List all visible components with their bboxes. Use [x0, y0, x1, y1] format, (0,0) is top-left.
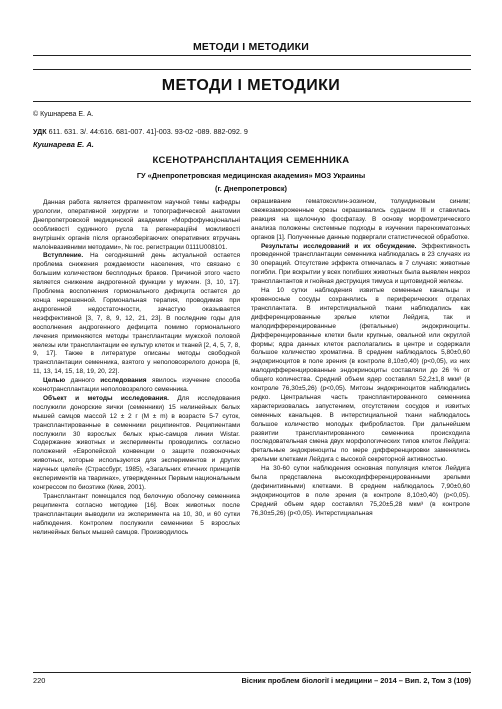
udk-line — [33, 127, 248, 136]
aim-heading-b: исследования — [100, 377, 147, 385]
paragraph-aim — [33, 377, 240, 395]
footer-rule — [33, 672, 471, 673]
methods-text: Для исследования послужили донорские яички (семенники) 15 нелинейных белых мышей самцов массой 12 ± 2 г (M ± m) в возрасте 5-7 суток, трансплантированные в семенники реципиентов. Реципиентами послужили 30 взрослых белых крыс-самцов линии Wistar. Содержание животных и эксперименты проводились согласно положений «Европейской конвенции о защите позвоночных животных, которые используются для экспериментов и других научных целей» (Страссбург, 1985), «Загальних етичних принципів експериментів на тваринах», утвержденных Первым национальным конгрессом по биоэтике (Киев, 2001). — [33, 394, 240, 491]
paragraph-results — [251, 243, 470, 288]
section-title: МЕТОДИ І МЕТОДИКИ — [161, 77, 341, 94]
results-heading: Результаты исследований и их обсуждение. — [261, 242, 417, 250]
paragraph-day10: На 10 сутки наблюдения извитые семенные канальцы и кровеносные сосуды сохранялись в периферических отделах трансплантата. В интерстициальной ткани наблюдались как дифференцированные зрелые клетки Лейдига, так и малодифференцированные (фетальные) эндокриноциты. Дифференцированные клетки были крупные, овальной или округлой формы; ядра данных клеток располагались в центре и содержали большое количество хроматина. В среднем наблюдалось 5,80±0,60 эндокриноцитов в поле зрения (в контроле 8,10±0,40) (p<0,05), из них малодифференцированные эндокриноциты составляли до 26 % от общего количества. Средний объем ядер составлял 52,2±1,8 мкм³ (в контроле 76,30±5,26) (p<0,05). Митозы эндокриноцитов наблюдались редко. Центральная часть трансплантированного семенника характеризовалась запустением, отсутствием сосудов и извитых семенных канальцев. В интерстициальной ткани наблюдалось большое количество молодых фибробластов. При дальнейшем развитии трансплантированного семенника происходила последовательная смена двух морфологических типов клеток Лейдига: фетальные эндокриноциты по мере дифференцировки заменялись зрелыми клетками Лейдига с высокой секреторной активностью. — [251, 287, 470, 464]
paragraph-staining: окрашивание гематоксилин-эозином, толуидиновым синим; свежезамороженные срезы окрашивались суданом III и ставилась реакция на щелочную фосфатазу. В основу морфометрического анализа положены системные подходы в изучении паренхиматозных органов [1]. Полученные данные подвергали статистической обработке. — [251, 198, 470, 241]
paragraph-methods — [33, 395, 240, 493]
paragraph-introduction — [33, 252, 240, 377]
udk-value: 611. 631. 3/. 44:616. 681-007. 41]-003. 93-02 -089. 882-092. 9 — [48, 127, 248, 136]
results-text: Эффективность проведенной трансплантации семенника наблюдалась в 23 случаях из 30 операций. Отсутствие эффекта отмечалась в 7 случаях: животные погибли. При вскрытии у всех погибших животных была выявлен некроз трансплантантов и гнойная деструкция тимуса и щитовидной железы. — [251, 242, 470, 286]
header-rule-mid — [33, 69, 471, 70]
running-head: МЕТОДИ І МЕТОДИКИ — [192, 41, 310, 53]
copyright-line: © Кушнарева Е. А. — [33, 111, 94, 118]
article-title: КСЕНОТРАНСПЛАНТАЦИЯ СЕМЕННИКА — [152, 155, 350, 166]
author-line: Кушнарева Е. А. — [33, 140, 94, 149]
page-number: 220 — [33, 676, 46, 685]
header-rule-top — [33, 55, 471, 56]
aim-mid: данного — [65, 377, 101, 385]
udk-label: УДК — [33, 127, 47, 136]
paragraph-funding: Данная работа является фрагментом научной темы кафедры урологии, оперативной хирургии и топографической анатомии Днепропетровской медицинской академии «Морфофункціональні особливості судинного русла та регенераційні можливості внутрішніх органів після органозберігаючих оперативних втручань малоінвазивними методами», № гос. регистрации 0111U008101. — [33, 199, 240, 251]
paragraph-transplant: Трансплантант помещался под белочную оболочку семенника реципиента согласно методике [16]. Всех животных после трансплантации выводили из эксперимента на 10, 30, и 60 сутки наблюдения. Контролем послужили семенники 5 взрослых нелинейных белых мышей самцов. Производилось — [33, 492, 240, 536]
section-rule — [33, 101, 471, 102]
aim-text: явилось изучение способа ксенотрансплантации неполовозрелого семенника. — [33, 377, 240, 394]
right-column — [251, 198, 470, 519]
methods-heading: Объект и методы исследования. — [43, 394, 169, 402]
affiliation: ГУ «Днепропетровская медицинская академия» МОЗ Украины — [136, 171, 366, 180]
aim-heading-a: Целью — [43, 377, 66, 385]
introduction-text: На сегодняшний день актуальной остается проблема снижения рождаемости населения, что связано с большим количеством бесплодных браков. Причиной этого часто является снижение андрогенной функции у мужчин. [3, 10, 17]. Проблема восполнения гормонального дефицита остается до конца нерешенной. Гормональная терапия, проводимая при андрогенной недостаточности, зачастую оказывается неэффективной [3, 7, 8, 9, 12, 21, 23]. В последние годы для восполнения андрогенного дефицита помимо гормонального лечения применяются методы трансплантации мужской половой железы или трансплантации ее культур клеток и тканей [2, 4, 5, 7, 8, 9, 17]. Также в литературе описаны методы свободной трансплантации семенника, взятого у неполовозрелого донора [6, 11, 13, 14, 15, 18, 19, 20, 22]. — [33, 252, 240, 376]
journal-footer: Вісник проблем біології і медицини – 2014 – Вип. 2, Том 3 (109) — [241, 676, 471, 685]
paragraph-day30-60: На 30-60 сутки наблюдения основная популяция клеток Лейдига была представлена высокодифференцированными зрелыми (дефинитивными) клетками. В среднем наблюдалось 7,90±0,60 эндокриноцитов в поле зрения (в контроле 8,10±0,40) (p<0,05). Средний объем ядер составлял 75,20±5,28 мкм³ (в контроле 76,30±5,26) (p<0,05). Интерстициальная — [251, 465, 470, 517]
introduction-heading: Вступление. — [43, 252, 84, 260]
left-column — [33, 199, 240, 537]
affiliation-city: (г. Днепропетровск) — [215, 184, 287, 193]
